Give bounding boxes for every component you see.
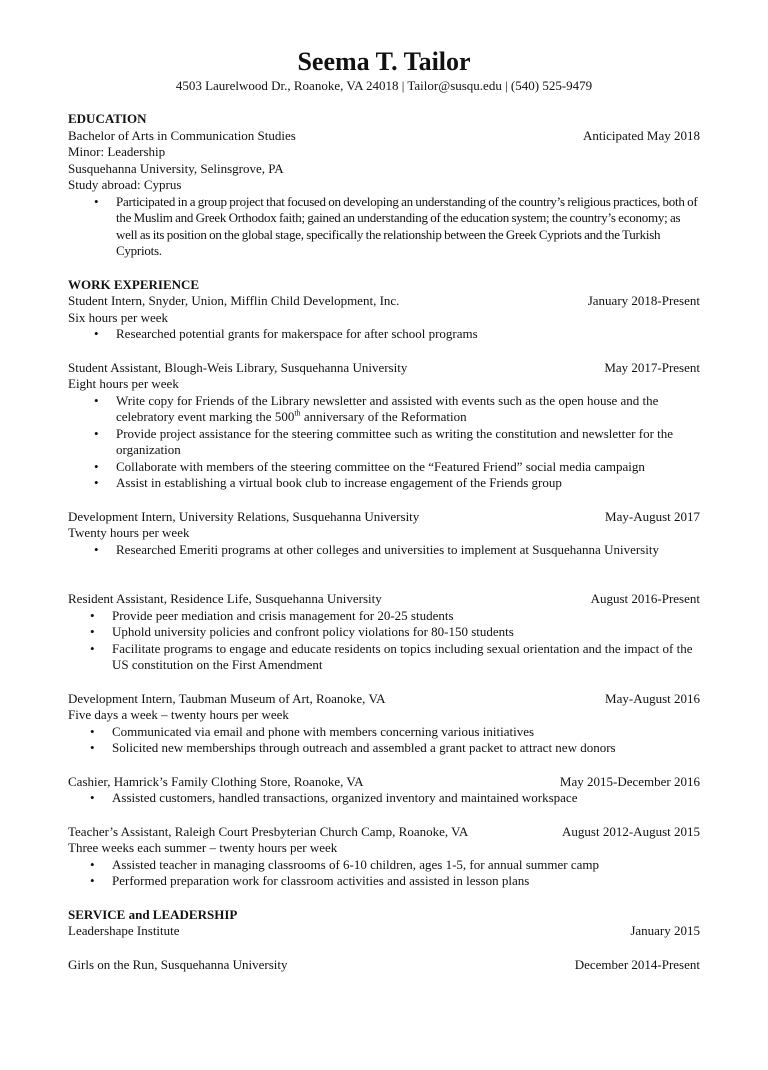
job-bullet: • Researched potential grants for makerspace for after school programs xyxy=(116,326,700,343)
education-degree-line xyxy=(68,128,700,145)
job-hours: Six hours per week xyxy=(68,309,169,325)
education-school: Susquehanna University, Selinsgrove, PA xyxy=(68,160,284,176)
job-date: January 2018-Present xyxy=(587,293,700,308)
job-entry-camp xyxy=(68,824,700,890)
service-item xyxy=(68,923,700,940)
job-bullet: • Assisted customers, handled transactions, organized inventory and maintained workspace xyxy=(112,790,700,807)
service-name: Leadershape Institute xyxy=(68,923,180,938)
job-role: Student Assistant, Blough-Weis Library, Susquehanna University xyxy=(68,359,408,375)
section-title-education: EDUCATION xyxy=(68,111,147,126)
service-section xyxy=(68,907,700,974)
job-hours: Twenty hours per week xyxy=(68,525,190,540)
job-date: August 2012-August 2015 xyxy=(562,823,700,839)
job-bullet-list xyxy=(68,608,700,674)
job-bullet: • Communicated via email and phone with members concerning various initiatives xyxy=(112,724,700,741)
job-entry-library xyxy=(68,360,700,492)
bullet-text: Write copy for Friends of the Library newsletter and assisted with events such as the open house and the celebratory event marking the 500 xyxy=(116,392,659,424)
job-role: Resident Assistant, Residence Life, Susquehanna University xyxy=(68,591,382,606)
job-role: Teacher’s Assistant, Raleigh Court Presbyterian Church Camp, Roanoke, VA xyxy=(68,823,469,839)
job-bullet: • Uphold university policies and confront policy violations for 80-150 students xyxy=(112,624,700,641)
job-bullet-list xyxy=(68,326,700,343)
spacer xyxy=(68,940,700,957)
job-bullet: • Performed preparation work for classroom activities and assisted in lesson plans xyxy=(112,873,700,890)
spacer xyxy=(68,343,700,360)
spacer xyxy=(68,260,700,277)
job-entry-university-relations xyxy=(68,509,700,559)
job-hours: Five days a week – twenty hours per week xyxy=(68,707,289,722)
job-bullet: • Solicited new memberships through outreach and assembled a grant packet to attract new donors xyxy=(112,740,700,757)
spacer xyxy=(68,757,700,774)
job-bullet: • Facilitate programs to engage and educate residents on topics including sexual orientation and the impact of the US constitution on the First Amendment xyxy=(112,641,700,674)
job-bullet: • Assist in establishing a virtual book club to increase engagement of the Friends group xyxy=(116,475,700,492)
job-header xyxy=(68,824,700,841)
job-header xyxy=(68,509,700,526)
service-name: Girls on the Run, Susquehanna University xyxy=(68,956,288,972)
education-section xyxy=(68,111,700,260)
job-bullet: • Provide peer mediation and crisis management for 20-25 students xyxy=(112,608,700,625)
job-bullet xyxy=(116,393,700,426)
contact-line: 4503 Laurelwood Dr., Roanoke, VA 24018 | Tailor@susqu.edu | (540) 525-9479 xyxy=(175,78,593,93)
job-bullet: • Collaborate with members of the steering committee on the “Featured Friend” social media campaign xyxy=(116,459,700,476)
job-bullet: • Researched Emeriti programs at other colleges and universities to implement at Susquehanna University xyxy=(116,542,700,559)
degree-date: Anticipated May 2018 xyxy=(583,127,700,143)
job-header xyxy=(68,293,700,310)
candidate-name: Seema T. Tailor xyxy=(297,47,471,76)
job-bullet-list xyxy=(68,857,700,890)
job-bullet-list xyxy=(68,724,700,757)
spacer xyxy=(68,674,700,691)
job-header xyxy=(68,591,700,608)
job-header xyxy=(68,691,700,708)
section-title-service: SERVICE and LEADERSHIP xyxy=(68,906,238,922)
bullet-text: anniversary of the Reformation xyxy=(300,409,467,424)
education-bullet-list xyxy=(68,194,700,260)
job-role: Student Intern, Snyder, Union, Mifflin Child Development, Inc. xyxy=(68,293,400,308)
education-bullet: • Participated in a group project that focused on developing an understanding of the country’s religious practices, both of the Muslim and Greek Orthodox faith; gained an understanding of the education system; the country’s economy; as well as its position on the global stage, specifically the relationship between the Greek Cypriots and the Turkish Cypriots. xyxy=(116,194,700,260)
job-hours: Eight hours per week xyxy=(68,376,179,391)
spacer xyxy=(68,558,700,591)
ordinal-suffix: th xyxy=(294,408,301,418)
job-role: Development Intern, University Relations, Susquehanna University xyxy=(68,508,420,524)
degree: Bachelor of Arts in Communication Studies xyxy=(68,127,296,143)
section-title-work: WORK EXPERIENCE xyxy=(68,276,200,292)
service-item xyxy=(68,957,700,974)
job-role: Development Intern, Taubman Museum of Art, Roanoke, VA xyxy=(68,690,386,706)
job-date: May 2015-December 2016 xyxy=(559,773,700,789)
job-hours: Three weeks each summer – twenty hours per week xyxy=(68,840,338,855)
job-date: August 2016-Present xyxy=(590,591,700,606)
job-date: May-August 2017 xyxy=(605,508,700,524)
job-entry-resident-assistant xyxy=(68,591,700,674)
work-section xyxy=(68,277,700,890)
job-bullet: • Provide project assistance for the steering committee such as writing the constitution and newsletter for the organization xyxy=(116,426,700,459)
job-bullet: • Assisted teacher in managing classrooms of 6-10 children, ages 1-5, for annual summer camp xyxy=(112,857,700,874)
job-bullet-list xyxy=(68,393,700,492)
spacer xyxy=(68,492,700,509)
education-minor: Minor: Leadership xyxy=(68,144,166,159)
spacer xyxy=(68,807,700,824)
job-role: Cashier, Hamrick’s Family Clothing Store, Roanoke, VA xyxy=(68,773,364,789)
job-header xyxy=(68,774,700,791)
job-header xyxy=(68,360,700,377)
job-bullet-list xyxy=(68,542,700,559)
service-date: January 2015 xyxy=(630,923,700,938)
job-entry-snyder xyxy=(68,293,700,343)
spacer xyxy=(68,94,700,111)
job-bullet-list xyxy=(68,790,700,807)
service-date: December 2014-Present xyxy=(574,956,700,972)
job-date: May 2017-Present xyxy=(604,359,700,375)
resume-page xyxy=(0,46,768,1070)
spacer xyxy=(68,890,700,907)
job-entry-taubman xyxy=(68,691,700,757)
education-abroad: Study abroad: Cyprus xyxy=(68,177,182,192)
job-entry-hamricks xyxy=(68,774,700,807)
job-date: May-August 2016 xyxy=(605,690,700,706)
